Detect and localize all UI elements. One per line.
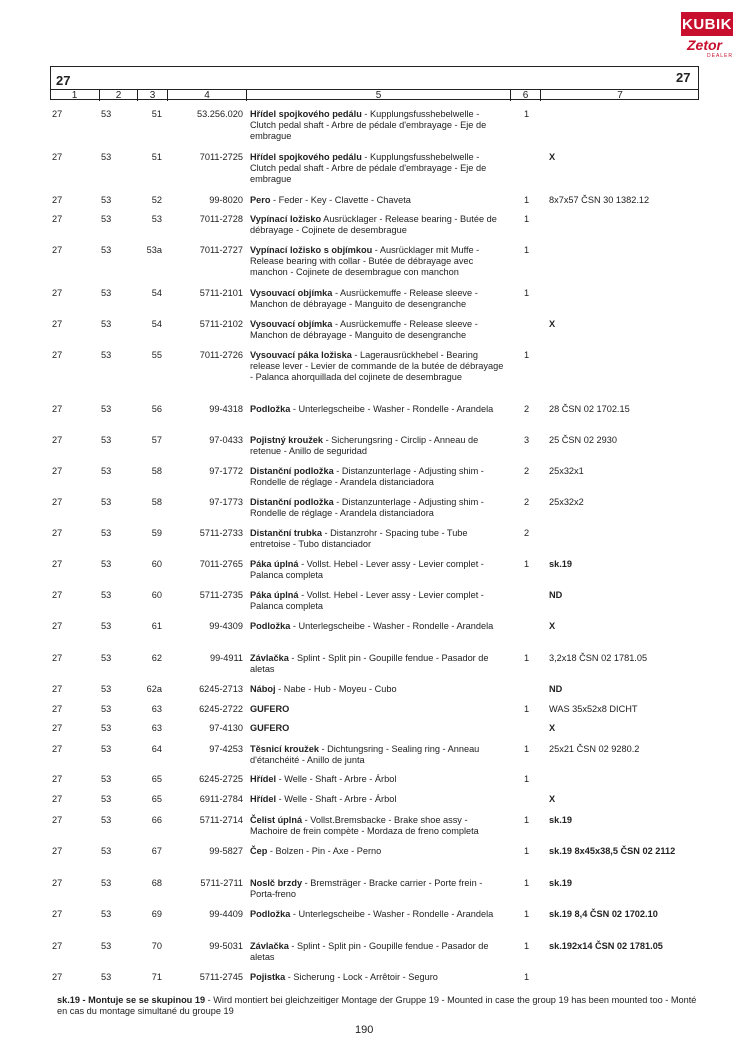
row-quantity: 1 [524, 653, 530, 663]
row-quantity: 2 [524, 404, 530, 414]
row-part-name: Podložka [250, 621, 291, 631]
row-description [250, 846, 506, 857]
row-description [250, 559, 506, 581]
row-part-number: 99-5827 [209, 846, 243, 856]
row-translations: - Bremsträger - Bracke carrier - Porte frein - Porta-freno [250, 878, 483, 899]
row-description [250, 815, 506, 837]
row-part-name: Distanční podložka [250, 466, 334, 476]
row-part-name: Pojistka [250, 972, 286, 982]
row-note: 25x32x2 [549, 497, 584, 507]
row-quantity: 2 [524, 497, 530, 507]
row-description [250, 152, 506, 185]
kubik-zetor-logo [681, 12, 733, 58]
row-part-number: 5711-2733 [199, 528, 243, 538]
row-description [250, 653, 506, 675]
row-note: ND [549, 684, 563, 694]
row-translations: - Distanzunterlage - Adjusting shim - Rondelle de réglage - Arandela distanciadora [250, 466, 484, 487]
row-quantity: 1 [524, 704, 530, 714]
row-translations: - Nabe - Hub - Moyeu - Cubo [275, 684, 397, 694]
row-col2: 53 [101, 435, 112, 445]
row-position: 62 [151, 653, 162, 663]
row-part-number: 5711-2711 [200, 878, 243, 888]
section-number-left: 27 [56, 73, 71, 88]
logo-brand: KUBIK [681, 12, 733, 36]
row-col2: 53 [101, 794, 112, 804]
row-description [250, 350, 506, 383]
row-part-number: 5711-2101 [199, 288, 243, 298]
row-translations: - Dichtungsring - Sealing ring - Anneau d'étanchéité - Anillo de junta [250, 744, 480, 765]
row-col2: 53 [101, 684, 112, 694]
row-note: sk.19 8x45x38,5 ČSN 02 2112 [549, 846, 676, 856]
row-part-name: Závlačka [250, 653, 289, 663]
row-description [250, 109, 506, 142]
row-col1: 27 [52, 704, 63, 714]
row-description [250, 528, 506, 550]
row-col2: 53 [101, 815, 112, 825]
row-description [250, 774, 506, 785]
row-translations: - Ausrückemuffe - Release sleeve - Manchon de débrayage - Manguito de desengranche [250, 288, 478, 309]
footnote-label: sk.19 - Montuje se se skupinou 19 [57, 995, 206, 1005]
row-part-number: 97-0433 [209, 435, 243, 445]
row-col1: 27 [52, 590, 63, 600]
row-translations: - Unterlegscheibe - Washer - Rondelle - Arandela [290, 909, 494, 919]
row-col2: 53 [101, 744, 112, 754]
row-col1: 27 [52, 774, 63, 784]
row-note: 3,2x18 ČSN 02 1781.05 [549, 653, 648, 663]
row-part-number: 99-4409 [209, 909, 243, 919]
row-col1: 27 [52, 653, 63, 663]
row-position: 51 [151, 109, 162, 119]
row-col1: 27 [52, 815, 63, 825]
row-part-name: GUFERO [250, 704, 290, 714]
row-position: 52 [151, 195, 162, 205]
row-col1: 27 [52, 195, 63, 205]
row-part-name: Čelist úplná [250, 815, 303, 825]
row-part-number: 7011-2765 [199, 559, 243, 569]
row-col1: 27 [52, 466, 63, 476]
row-part-name: Hřídel [250, 794, 277, 804]
row-note: sk.19 [549, 559, 572, 569]
logo-sub: Zetor [687, 37, 722, 53]
row-part-name: Hřídel [250, 774, 277, 784]
row-part-name: Vysouvací objímka [250, 288, 333, 298]
row-part-number: 97-1773 [209, 497, 243, 507]
row-position: 60 [151, 559, 162, 569]
row-part-number: 97-4253 [209, 744, 243, 754]
row-position: 51 [151, 152, 162, 162]
row-translations: - Splint - Split pin - Goupille fendue - Pasador de aletas [250, 653, 489, 674]
row-translations: - Vollst. Hebel - Lever assy - Levier complet - Palanca completa [250, 590, 484, 611]
row-part-name: Čep [250, 846, 268, 856]
row-quantity: 2 [524, 466, 530, 476]
row-col1: 27 [52, 435, 63, 445]
row-part-number: 7011-2727 [199, 245, 243, 255]
row-col2: 53 [101, 497, 112, 507]
row-description [250, 245, 506, 278]
row-part-number: 99-4318 [209, 404, 243, 414]
row-col1: 27 [52, 846, 63, 856]
row-note: sk.192x14 ČSN 02 1781.05 [549, 941, 663, 951]
row-part-name: Náboj [250, 684, 276, 694]
row-description [250, 590, 506, 612]
row-part-number: 99-8020 [209, 195, 243, 205]
row-part-name: Závlačka [250, 941, 289, 951]
row-position: 67 [151, 846, 162, 856]
row-translations: Ausrücklager - Release bearing - Butée de débrayage - Cojinete de desembrague [250, 214, 497, 235]
row-col2: 53 [101, 245, 112, 255]
footnote [57, 995, 697, 1017]
row-position: 54 [151, 288, 162, 298]
row-note: sk.19 [549, 878, 572, 888]
column-header: 3 [138, 90, 168, 101]
row-position: 58 [151, 466, 162, 476]
row-translations: - Vollst. Hebel - Lever assy - Levier complet - Palanca completa [250, 559, 484, 580]
row-note: 25x21 ČSN 02 9280.2 [549, 744, 640, 754]
row-col2: 53 [101, 846, 112, 856]
row-col1: 27 [52, 878, 63, 888]
row-note: X [549, 152, 556, 162]
row-description [250, 723, 506, 734]
row-part-name: Vypínací ložisko [250, 214, 322, 224]
row-note: ND [549, 590, 563, 600]
row-note: 8x7x57 ČSN 30 1382.12 [549, 195, 650, 205]
row-note: WAS 35x52x8 DICHT [549, 704, 638, 714]
row-part-name: Pero [250, 195, 271, 205]
row-position: 65 [151, 774, 162, 784]
row-quantity: 1 [524, 878, 530, 888]
row-position: 68 [151, 878, 162, 888]
row-col1: 27 [52, 109, 63, 119]
row-col2: 53 [101, 109, 112, 119]
row-part-name: Pojistný kroužek [250, 435, 324, 445]
column-header: 7 [617, 90, 623, 101]
row-position: 70 [151, 941, 162, 951]
row-position: 64 [151, 744, 162, 754]
row-translations: - Distanzunterlage - Adjusting shim - Rondelle de réglage - Arandela distanciadora [250, 497, 484, 518]
row-quantity: 1 [524, 109, 530, 119]
row-translations: - Feder - Key - Clavette - Chaveta [270, 195, 411, 205]
row-position: 55 [151, 350, 162, 360]
row-col1: 27 [52, 152, 63, 162]
row-note: X [549, 723, 556, 733]
row-translations: - Welle - Shaft - Arbre - Árbol [276, 774, 397, 784]
row-col2: 53 [101, 350, 112, 360]
column-header-row [50, 89, 699, 100]
row-part-name: Podložka [250, 909, 291, 919]
row-col1: 27 [52, 941, 63, 951]
row-part-number: 7011-2726 [199, 350, 243, 360]
row-part-number: 6245-2725 [199, 774, 243, 784]
row-description [250, 404, 506, 415]
row-description [250, 195, 506, 206]
row-quantity: 1 [524, 972, 530, 982]
row-note: 25x32x1 [549, 466, 584, 476]
row-part-number: 7011-2728 [199, 214, 243, 224]
row-col2: 53 [101, 559, 112, 569]
row-part-name: Vysouvací objímka [250, 319, 333, 329]
row-note: X [549, 794, 556, 804]
row-part-number: 5711-2102 [199, 319, 243, 329]
row-col2: 53 [101, 404, 112, 414]
row-position: 71 [151, 972, 162, 982]
row-part-number: 5711-2735 [199, 590, 243, 600]
row-description [250, 794, 506, 805]
row-quantity: 1 [524, 288, 530, 298]
row-col1: 27 [52, 245, 63, 255]
row-part-number: 5711-2745 [199, 972, 243, 982]
row-translations: - Ausrückemuffe - Release sleeve - Manchon de débrayage - Manguito de desengranche [250, 319, 478, 340]
column-header: 2 [100, 90, 138, 101]
row-col2: 53 [101, 653, 112, 663]
row-description [250, 466, 506, 488]
row-col2: 53 [101, 590, 112, 600]
row-part-name: Hřídel spojkového pedálu [250, 109, 362, 119]
row-col2: 53 [101, 195, 112, 205]
row-position: 63 [151, 704, 162, 714]
column-header: 4 [168, 90, 247, 101]
row-description [250, 497, 506, 519]
row-translations: - Unterlegscheibe - Washer - Rondelle - Arandela [290, 621, 494, 631]
row-position: 57 [151, 435, 162, 445]
row-quantity: 1 [524, 245, 530, 255]
row-translations: - Unterlegscheibe - Washer - Rondelle - Arandela [290, 404, 494, 414]
page-number: 190 [355, 1024, 374, 1036]
column-header: 1 [50, 90, 100, 101]
row-position: 66 [151, 815, 162, 825]
row-translations: - Ausrücklager mit Muffe - Release bearing with collar - Butée de débrayage avec manchon - Cojinete de desembrague con manchon [250, 245, 480, 277]
row-col2: 53 [101, 878, 112, 888]
row-part-name: Páka úplná [250, 590, 299, 600]
row-position: 60 [151, 590, 162, 600]
row-description [250, 909, 506, 920]
row-part-name: Páka úplná [250, 559, 299, 569]
row-col1: 27 [52, 794, 63, 804]
row-note: 25 ČSN 02 2930 [549, 435, 617, 445]
row-description [250, 972, 506, 983]
logo-tag: DEALER [707, 53, 734, 59]
row-description [250, 435, 506, 457]
row-translations: - Splint - Split pin - Goupille fendue - Pasador de aletas [250, 941, 489, 962]
row-position: 63 [151, 723, 162, 733]
row-col1: 27 [52, 621, 63, 631]
row-translations: - Lagerausrückhebel - Bearing release lever - Levier de commande de la butée de débrayage - Palanca ahorquillada del cojinete de desembrague [250, 350, 504, 382]
row-col1: 27 [52, 319, 63, 329]
row-col1: 27 [52, 972, 63, 982]
row-col1: 27 [52, 214, 63, 224]
row-quantity: 1 [524, 774, 530, 784]
row-part-name: Distanční podložka [250, 497, 334, 507]
row-part-name: Noslč brzdy [250, 878, 303, 888]
row-quantity: 1 [524, 195, 530, 205]
row-note: sk.19 [549, 815, 572, 825]
row-col2: 53 [101, 466, 112, 476]
row-description [250, 878, 506, 900]
row-col2: 53 [101, 941, 112, 951]
row-position: 54 [151, 319, 162, 329]
row-col1: 27 [52, 744, 63, 754]
row-quantity: 3 [524, 435, 530, 445]
row-col1: 27 [52, 909, 63, 919]
row-position: 58 [151, 497, 162, 507]
row-note: X [549, 319, 556, 329]
row-col2: 53 [101, 704, 112, 714]
row-translations: - Welle - Shaft - Arbre - Árbol [276, 794, 397, 804]
row-part-number: 6245-2722 [199, 704, 243, 714]
column-header: 5 [247, 90, 511, 101]
row-part-number: 97-4130 [209, 723, 243, 733]
row-quantity: 1 [524, 744, 530, 754]
row-description [250, 684, 506, 695]
row-quantity: 1 [524, 846, 530, 856]
row-col1: 27 [52, 528, 63, 538]
row-description [250, 288, 506, 310]
row-note: X [549, 621, 556, 631]
row-part-number: 99-4911 [209, 653, 243, 663]
row-part-name: Hřídel spojkového pedálu [250, 152, 362, 162]
row-note: 28 ČSN 02 1702.15 [549, 404, 630, 414]
row-col2: 53 [101, 319, 112, 329]
row-description [250, 744, 506, 766]
row-description [250, 319, 506, 341]
row-part-number: 99-4309 [209, 621, 243, 631]
row-position: 53 [151, 214, 162, 224]
row-quantity: 1 [524, 214, 530, 224]
row-quantity: 2 [524, 528, 530, 538]
row-position: 53a [146, 245, 162, 255]
row-col2: 53 [101, 621, 112, 631]
row-translations: - Sicherung - Lock - Arrêtoir - Seguro [285, 972, 438, 982]
row-quantity: 1 [524, 941, 530, 951]
section-number-right: 27 [676, 70, 691, 85]
row-col1: 27 [52, 404, 63, 414]
row-part-number: 5711-2714 [199, 815, 243, 825]
row-part-number: 97-1772 [209, 466, 243, 476]
row-part-name: GUFERO [250, 723, 290, 733]
row-quantity: 1 [524, 559, 530, 569]
row-position: 62a [146, 684, 162, 694]
row-translations: - Kupplungsfusshebelwelle - Clutch pedal shaft - Arbre de pédale d'embrayage - Eje de embrague [250, 152, 487, 184]
row-part-number: 7011-2725 [199, 152, 243, 162]
row-translations: - Bolzen - Pin - Axe - Perno [267, 846, 382, 856]
row-col2: 53 [101, 152, 112, 162]
row-part-name: Vypínací ložisko s objímkou [250, 245, 373, 255]
row-col2: 53 [101, 972, 112, 982]
row-col1: 27 [52, 684, 63, 694]
row-translations: - Sicherungsring - Circlip - Anneau de retenue - Anillo de seguridad [250, 435, 479, 456]
row-col2: 53 [101, 774, 112, 784]
footnote-text: - Wird montiert bei gleichzeitiger Montage der Gruppe 19 - Mounted in case the group 19 has been mounted too - Monté en cas du montage simultané du groupe 19 [57, 995, 697, 1016]
row-part-name: Distanční trubka [250, 528, 322, 538]
row-position: 59 [151, 528, 162, 538]
row-col1: 27 [52, 559, 63, 569]
row-col1: 27 [52, 723, 63, 733]
row-description [250, 621, 506, 632]
row-quantity: 1 [524, 909, 530, 919]
row-position: 61 [151, 621, 162, 631]
row-col2: 53 [101, 909, 112, 919]
row-part-number: 6245-2713 [199, 684, 243, 694]
row-translations: - Kupplungsfusshebelwelle - Clutch pedal shaft - Arbre de pédale d'embrayage - Eje de embrague [250, 109, 487, 141]
row-part-name: Těsnicí kroužek [250, 744, 319, 754]
row-translations: - Distanzrohr - Spacing tube - Tube entretoise - Tubo distanciador [250, 528, 468, 549]
row-col2: 53 [101, 723, 112, 733]
row-note: sk.19 8,4 ČSN 02 1702.10 [549, 909, 658, 919]
row-col1: 27 [52, 497, 63, 507]
row-quantity: 1 [524, 815, 530, 825]
row-position: 56 [151, 404, 162, 414]
row-description [250, 941, 506, 963]
row-part-name: Podložka [250, 404, 291, 414]
row-col1: 27 [52, 288, 63, 298]
row-description [250, 704, 506, 715]
row-translations: - Vollst.Bremsbacke - Brake shoe assy - Machoire de frein compète - Mordaza de freno completa [250, 815, 479, 836]
row-part-name: Vysouvací páka ložiska [250, 350, 352, 360]
column-header: 6 [511, 90, 541, 101]
row-description [250, 214, 506, 236]
row-part-number: 99-5031 [209, 941, 243, 951]
row-col2: 53 [101, 288, 112, 298]
row-col1: 27 [52, 350, 63, 360]
row-part-number: 53.256.020 [197, 109, 243, 119]
row-position: 65 [151, 794, 162, 804]
row-part-number: 6911-2784 [199, 794, 243, 804]
row-col2: 53 [101, 528, 112, 538]
row-quantity: 1 [524, 350, 530, 360]
row-position: 69 [151, 909, 162, 919]
row-col2: 53 [101, 214, 112, 224]
